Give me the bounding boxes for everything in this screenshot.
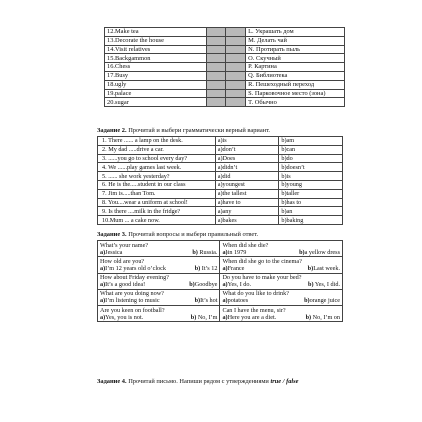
option-b-text: Yes, I did. (313, 281, 340, 289)
answer-options (222, 314, 340, 321)
question-row (98, 306, 343, 322)
option-b-letter: b) (299, 248, 305, 256)
grammar-question: 3. ......you go to school every day? (98, 154, 216, 163)
option-b: b)young (279, 180, 343, 189)
matching-row (105, 63, 345, 72)
option-a-text: in 1979 (227, 248, 247, 256)
grammar-row (98, 163, 343, 172)
answer-cell (206, 45, 226, 54)
answer-cell (226, 98, 246, 107)
option-b (192, 249, 217, 256)
option-a (222, 297, 248, 304)
question-text: When did she go to the cinema? (222, 257, 302, 265)
question-text: Do you have to make your bed? (222, 274, 302, 281)
answer-options (100, 297, 217, 304)
question-cell (220, 289, 343, 305)
grammar-question: 7. Jim is.....than Tom. (98, 189, 216, 198)
grammar-question: 2. My dad .....drive a car. (98, 145, 216, 154)
option-b: b)taller (279, 189, 343, 198)
option-b-letter: b) (304, 297, 310, 305)
option-a: a)the tallest (215, 189, 279, 198)
option-b-letter: b) (194, 297, 201, 305)
option-a (100, 249, 122, 256)
english-word-cell: 16.Chess (105, 63, 207, 72)
option-b (195, 265, 218, 272)
answer-cell (226, 45, 246, 54)
matching-row (105, 89, 345, 98)
option-b (304, 297, 340, 304)
question-row (98, 241, 343, 257)
option-b-text: Russia. (197, 248, 218, 256)
option-a (222, 314, 276, 321)
option-a-letter: a) (222, 313, 228, 321)
option-b-text: No, I’m on (311, 313, 340, 321)
option-a-letter: a) (100, 264, 106, 272)
option-b-letter: b) (305, 313, 312, 321)
task1-matching-table (104, 27, 345, 107)
question-cell (98, 289, 220, 305)
english-word-cell: 15.Backgammon (105, 54, 207, 63)
english-word-cell: 20.sugar (105, 98, 207, 107)
option-a-text: I’m listening to music (105, 297, 160, 305)
answer-cell (226, 89, 246, 98)
matching-row (105, 54, 345, 63)
answer-options (100, 314, 217, 321)
option-b: b)an (279, 207, 343, 216)
option-b-letter: b) (307, 264, 314, 272)
english-word-cell: 17.Busy (105, 71, 207, 80)
matching-row (105, 98, 345, 107)
english-word-cell: 13.Decorate the house (105, 36, 207, 45)
answer-cell (226, 36, 246, 45)
translation-cell: T. Обычно (246, 98, 345, 107)
grammar-question: 1. There ...... a lamp on the desk. (98, 137, 216, 146)
translation-cell: R. Пешеходный переход (246, 80, 345, 89)
answer-options (100, 265, 217, 272)
english-word-cell: 19.palace (105, 89, 207, 98)
option-a-letter: a) (222, 281, 228, 289)
option-b (189, 281, 217, 288)
option-b: b)has to (279, 198, 343, 207)
question-text: What do you like to drink? (222, 290, 289, 298)
grammar-row (98, 180, 343, 189)
question-text: What’s your name? (100, 241, 149, 249)
task2-title-text: Прочитай и выбери грамматически верный вариант. (126, 127, 270, 134)
option-b (308, 281, 340, 288)
option-b-letter: b) (194, 264, 201, 272)
option-b (308, 265, 340, 272)
answer-cell (206, 98, 226, 107)
option-a (222, 249, 246, 256)
option-a-text: Here you are a diet. (227, 313, 277, 321)
answer-cell (226, 63, 246, 72)
option-a-letter: a) (222, 297, 228, 305)
option-a-letter: a) (222, 264, 228, 272)
answer-cell (226, 80, 246, 89)
question-row (98, 289, 343, 305)
option-b-text: Goodbye (194, 281, 218, 289)
grammar-row (98, 172, 343, 181)
option-b: b)baking (279, 216, 343, 225)
answer-options (100, 249, 217, 256)
question-row (98, 257, 343, 273)
option-a: a)have to (215, 198, 279, 207)
option-b-text: Last week. (313, 264, 340, 272)
english-word-cell: 18.ugly (105, 80, 207, 89)
option-a-text: France (227, 264, 245, 272)
task3-title (97, 231, 258, 238)
grammar-row (98, 216, 343, 225)
grammar-question: 6. He is the.....student in our class (98, 180, 216, 189)
option-a-text: potatoes (227, 297, 249, 305)
option-a-letter: a) (100, 248, 106, 256)
answer-cell (226, 28, 246, 37)
option-b: b)am (279, 137, 343, 146)
question-text: Can I have the menu, sir? (222, 306, 286, 314)
matching-row (105, 36, 345, 45)
matching-row (105, 71, 345, 80)
answer-cell (206, 89, 226, 98)
translation-cell: M. Делать чай (246, 36, 345, 45)
answer-options (222, 281, 340, 288)
option-b: b)is (279, 172, 343, 181)
answer-cell (206, 36, 226, 45)
grammar-question: 10.Mum ... a cake now. (98, 216, 216, 225)
question-cell (220, 273, 343, 289)
question-cell (98, 306, 220, 322)
option-a-letter: a) (100, 297, 106, 305)
answer-options (222, 297, 340, 304)
option-a-letter: a) (222, 248, 228, 256)
option-a: a)Does (215, 154, 279, 163)
option-a (100, 314, 143, 321)
option-b-letter: b) (189, 281, 195, 289)
task2-title (97, 127, 270, 134)
option-b-text: It’s hot (200, 297, 218, 305)
matching-row (105, 45, 345, 54)
option-b: b)do (279, 154, 343, 163)
answer-cell (226, 71, 246, 80)
option-b (306, 314, 340, 321)
translation-cell: Q. Библиотека (246, 71, 345, 80)
option-a-text: Yes, you is not. (105, 313, 144, 321)
grammar-row (98, 198, 343, 207)
option-b-text: It’s 12 (200, 264, 218, 272)
grammar-row (98, 189, 343, 198)
option-a (222, 265, 244, 272)
option-b (299, 249, 340, 256)
question-cell (220, 306, 343, 322)
answer-options (222, 249, 340, 256)
task4-title-bold: Задание 4. (97, 378, 127, 385)
question-text: When did she die? (222, 241, 269, 249)
option-b (191, 314, 218, 321)
translation-cell: N. Протирать пыль (246, 45, 345, 54)
question-cell (98, 257, 220, 273)
task3-questions-table (97, 240, 343, 322)
translation-cell: O. Скучный (246, 54, 345, 63)
answer-cell (206, 80, 226, 89)
matching-row (105, 28, 345, 37)
grammar-question: 8. You....wear a uniform at school! (98, 198, 216, 207)
option-a: a)did (215, 172, 279, 181)
answer-options (100, 281, 217, 288)
grammar-question: 4. We ......play games last week. (98, 163, 216, 172)
grammar-question: 9. Is there ....milk in the fridge? (98, 207, 216, 216)
option-b-text: No, I’m (196, 313, 218, 321)
matching-row (105, 80, 345, 89)
task4-title-emphasis: true / false (270, 378, 299, 385)
option-a: a)bakes (215, 216, 279, 225)
answer-cell (206, 71, 226, 80)
question-cell (220, 257, 343, 273)
option-a-letter: a) (100, 281, 106, 289)
option-b: b)doesn’t (279, 163, 343, 172)
option-b-text: orange juice (309, 297, 340, 305)
question-cell (98, 241, 220, 257)
option-a-text: It’s a good idea! (105, 281, 146, 289)
option-a: a)didn’t (215, 163, 279, 172)
question-text: How old are you? (100, 257, 145, 265)
option-b (195, 297, 218, 304)
translation-cell: P. Картина (246, 63, 345, 72)
grammar-row (98, 207, 343, 216)
translation-cell: L. Украшать дом (246, 28, 345, 37)
answer-cell (206, 54, 226, 63)
option-a-text: I’m 12 years old o’clock (105, 264, 166, 272)
grammar-row (98, 145, 343, 154)
answer-cell (206, 28, 226, 37)
task2-grammar-table (97, 136, 343, 225)
grammar-question: 5. ...... she work yesterday? (98, 172, 216, 181)
option-a-text: Yes, I do. (227, 281, 252, 289)
question-row (98, 273, 343, 289)
option-a: a)is (215, 137, 279, 146)
english-word-cell: 14.Visit relatives (105, 45, 207, 54)
option-a (100, 281, 145, 288)
question-cell (98, 273, 220, 289)
answer-cell (206, 63, 226, 72)
option-b-text: a yellow dress (304, 248, 340, 256)
answer-options (222, 265, 340, 272)
task4-title-text: Прочитай письмо. Напиши рядом с утверждениями (126, 378, 271, 385)
task3-title-bold: Задание 3. (97, 231, 127, 238)
option-a-letter: a) (100, 313, 106, 321)
option-a: a)any (215, 207, 279, 216)
option-b: b)can (279, 145, 343, 154)
question-cell (220, 241, 343, 257)
option-a: a)don’t (215, 145, 279, 154)
option-a: a)youngest (215, 180, 279, 189)
task3-title-text: Прочитай вопросы и выбери правильный ответ. (126, 231, 259, 238)
translation-cell: S. Парковочное место (зона) (246, 89, 345, 98)
option-a (100, 297, 160, 304)
option-a-text: Jessica (105, 248, 123, 256)
option-a (100, 265, 166, 272)
option-a (222, 281, 251, 288)
question-text: How about Friday evening? (100, 274, 169, 281)
answer-cell (226, 54, 246, 63)
task2-title-bold: Задание 2. (97, 127, 127, 134)
option-b-letter: b) (192, 248, 198, 256)
option-b-letter: b) (308, 281, 314, 289)
option-b-letter: b) (190, 313, 197, 321)
english-word-cell: 12.Make tea (105, 28, 207, 37)
grammar-row (98, 154, 343, 163)
task4-title (97, 378, 299, 385)
grammar-row (98, 137, 343, 146)
question-text: Are you keen on football? (100, 306, 165, 314)
question-text: What are you doing now? (100, 290, 164, 298)
